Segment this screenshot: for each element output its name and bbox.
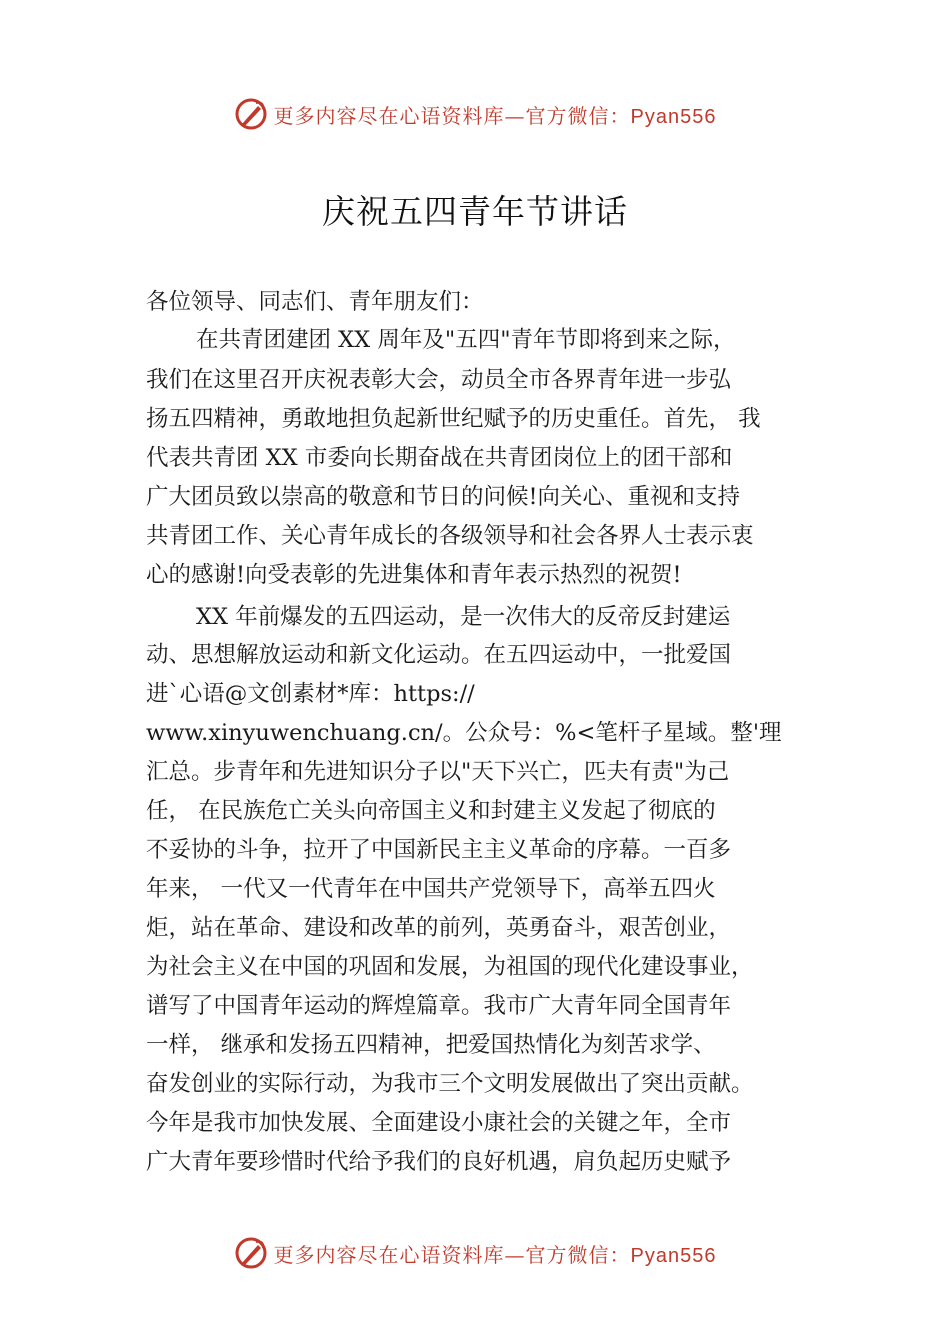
body-line: 代表共青团 XX 市委向长期奋战在共青团岗位上的团干部和 bbox=[146, 445, 733, 471]
body-line: 为社会主义在中国的巩固和发展，为祖国的现代化建设事业， bbox=[146, 954, 754, 980]
body-line: 一样， 继承和发扬五四精神，把爱国热情化为刻苦求学、 bbox=[146, 1032, 716, 1058]
body-line: 心的感谢!向受表彰的先进集体和青年表示热烈的祝贺! bbox=[146, 562, 682, 588]
body-line: 共青团工作、关心青年成长的各级领导和社会各界人士表示衷 bbox=[146, 523, 754, 549]
body-line: 广大青年要珍惜时代给予我们的良好机遇，肩负起历史赋予 bbox=[146, 1149, 732, 1175]
quill-pen-logo-icon bbox=[234, 1236, 268, 1270]
body-line: 今年是我市加快发展、全面建设小康社会的关键之年，全市 bbox=[146, 1110, 732, 1136]
body-line: 在共青团建团 XX 周年及"五四"青年节即将到来之际， bbox=[196, 327, 736, 353]
body-line: 汇总。步青年和先进知识分子以"天下兴亡，匹夫有责"为己 bbox=[146, 759, 730, 785]
footer-banner-text: 更多内容尽在心语资料库—官方微信：Pyan556 bbox=[273, 1242, 717, 1267]
body-line: XX 年前爆发的五四运动，是一次伟大的反帝反封建运 bbox=[196, 604, 731, 630]
header-banner-text: 更多内容尽在心语资料库—官方微信：Pyan556 bbox=[273, 103, 717, 128]
body-line: 动、思想解放运动和新文化运动。在五四运动中，一批爱国 bbox=[146, 642, 732, 668]
quill-pen-logo-icon bbox=[234, 97, 268, 131]
body-line: 年来， 一代又一代青年在中国共产党领导下，高举五四火 bbox=[146, 876, 716, 902]
header-banner bbox=[0, 94, 950, 134]
body-line: 任， 在民族危亡关头向帝国主义和封建主义发起了彻底的 bbox=[146, 798, 716, 824]
body-line: 扬五四精神，勇敢地担负起新世纪赋予的历史重任。首先， 我 bbox=[146, 406, 761, 432]
footer-banner bbox=[0, 1233, 950, 1273]
body-line: 我们在这里召开庆祝表彰大会，动员全市各界青年进一步弘 bbox=[146, 367, 732, 393]
body-line: 广大团员致以崇高的敬意和节日的问候!向关心、重视和支持 bbox=[146, 484, 741, 510]
body-line: 各位领导、同志们、青年朋友们： bbox=[146, 289, 484, 315]
body-line: www.xinyuwenchuang.cn/。公众号：%<笔杆子星域。整'理 bbox=[146, 720, 782, 746]
document-title: 庆祝五四青年节讲话 bbox=[322, 192, 628, 231]
wechat-id: Pyan556 bbox=[630, 1244, 717, 1267]
body-line: 不妥协的斗争，拉开了中国新民主主义革命的序幕。一百多 bbox=[146, 837, 732, 863]
body-line: 炬，站在革命、建设和改革的前列，英勇奋斗，艰苦创业， bbox=[146, 915, 732, 941]
body-line: 进`心语@文创素材*库：https:// bbox=[146, 681, 475, 707]
wechat-id: Pyan556 bbox=[630, 105, 717, 128]
body-line: 谱写了中国青年运动的辉煌篇章。我市广大青年同全国青年 bbox=[146, 993, 732, 1019]
body-line: 奋发创业的实际行动，为我市三个文明发展做出了突出贡献。 bbox=[146, 1071, 754, 1097]
